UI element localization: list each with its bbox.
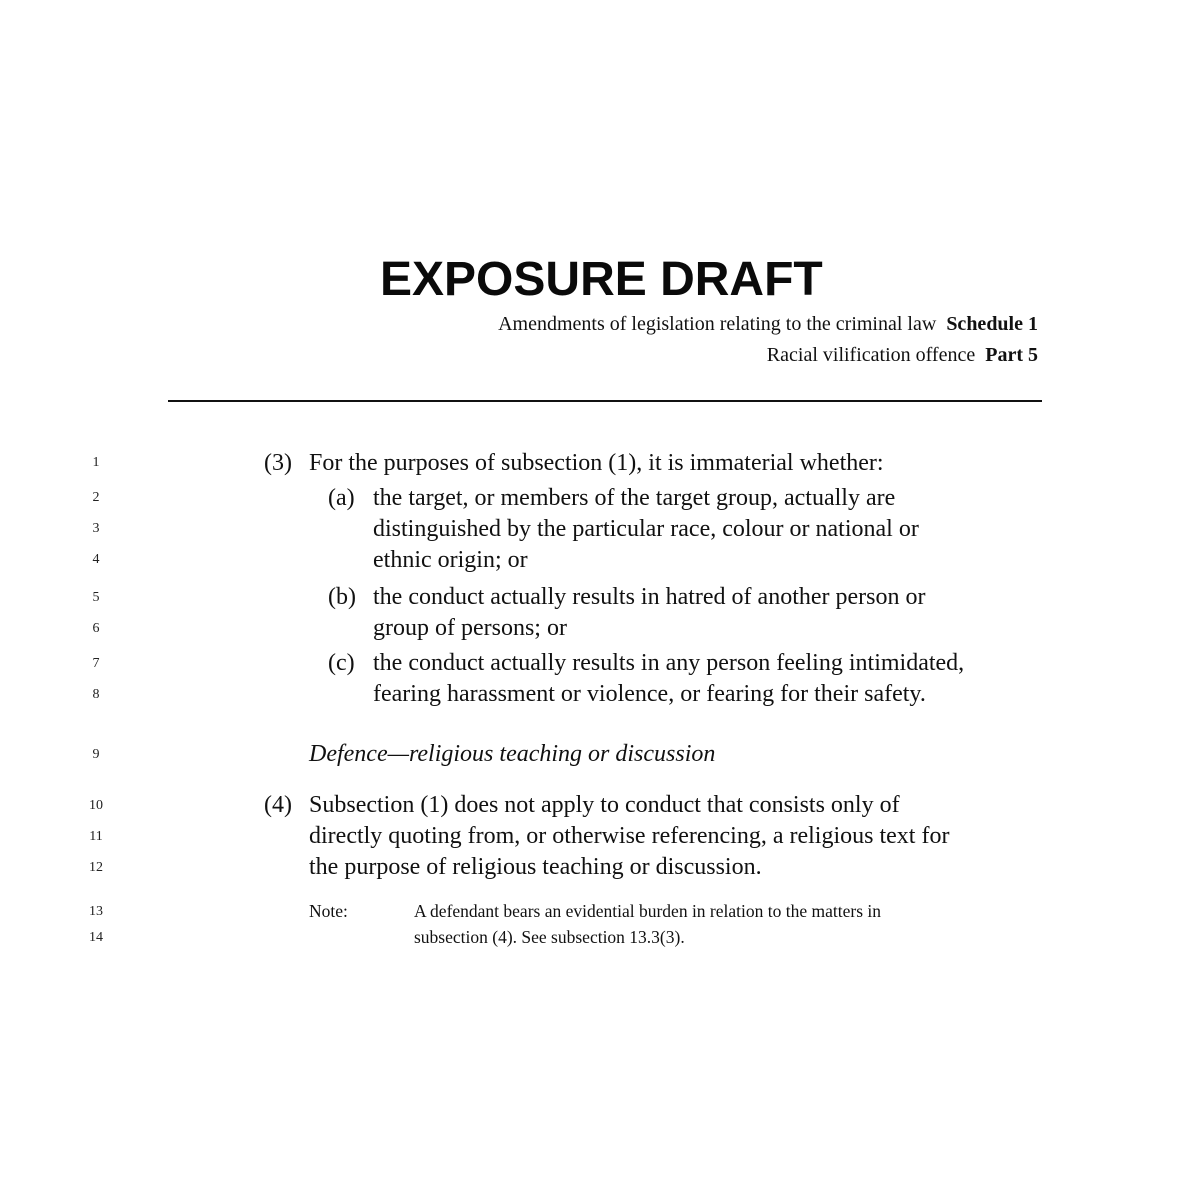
paragraph-b-line: the conduct actually results in hatred of another person or xyxy=(373,584,926,610)
paragraph-a-label: (a) xyxy=(328,485,355,511)
running-head-part xyxy=(767,343,1038,367)
note-label: Note: xyxy=(309,901,348,921)
subsection-4-line: directly quoting from, or otherwise referencing, a religious text for xyxy=(309,823,950,849)
paragraph-c-label: (c) xyxy=(328,650,355,676)
subsection-4-number: (4) xyxy=(264,792,292,818)
subsection-3-number: (3) xyxy=(264,450,292,476)
line-number: 14 xyxy=(89,930,103,945)
running-head-part-text: Racial vilification offence xyxy=(766,344,976,366)
running-head-schedule-label: Schedule 1 xyxy=(946,313,1038,335)
line-number: 1 xyxy=(92,455,100,470)
line-number: 2 xyxy=(92,490,100,505)
subsection-4-line: the purpose of religious teaching or discussion. xyxy=(309,854,762,880)
line-number: 4 xyxy=(92,552,100,567)
note-line: subsection (4). See subsection 13.3(3). xyxy=(414,927,685,947)
line-number: 5 xyxy=(92,590,100,605)
exposure-draft-banner: EXPOSURE DRAFT xyxy=(380,253,823,306)
line-number: 13 xyxy=(89,904,103,919)
paragraph-b-label: (b) xyxy=(328,584,356,610)
note-line: A defendant bears an evidential burden in relation to the matters in xyxy=(414,901,881,921)
line-number: 8 xyxy=(92,687,100,702)
paragraph-c-line: fearing harassment or violence, or fearing for their safety. xyxy=(373,681,926,707)
paragraph-a-line: distinguished by the particular race, colour or national or xyxy=(373,516,919,542)
paragraph-a-line: ethnic origin; or xyxy=(373,547,528,573)
line-number: 9 xyxy=(92,747,100,762)
running-head-part-label: Part 5 xyxy=(985,344,1038,366)
running-head-schedule xyxy=(498,312,1038,336)
running-head-schedule-text: Amendments of legislation relating to the criminal law xyxy=(498,313,937,335)
line-number: 7 xyxy=(92,656,100,671)
paragraph-a-line: the target, or members of the target group, actually are xyxy=(373,485,896,511)
line-number: 6 xyxy=(92,621,100,636)
defence-heading: Defence—religious teaching or discussion xyxy=(309,741,716,767)
paragraph-b-line: group of persons; or xyxy=(373,615,567,641)
subsection-4-line: Subsection (1) does not apply to conduct that consists only of xyxy=(309,792,900,818)
subsection-3-text: For the purposes of subsection (1), it is immaterial whether: xyxy=(309,450,884,476)
line-number: 3 xyxy=(92,521,100,536)
line-number: 10 xyxy=(89,798,103,813)
line-number: 12 xyxy=(89,860,103,875)
paragraph-c-line: the conduct actually results in any person feeling intimidated, xyxy=(373,650,965,676)
header-divider xyxy=(168,400,1042,402)
line-number: 11 xyxy=(89,829,103,844)
